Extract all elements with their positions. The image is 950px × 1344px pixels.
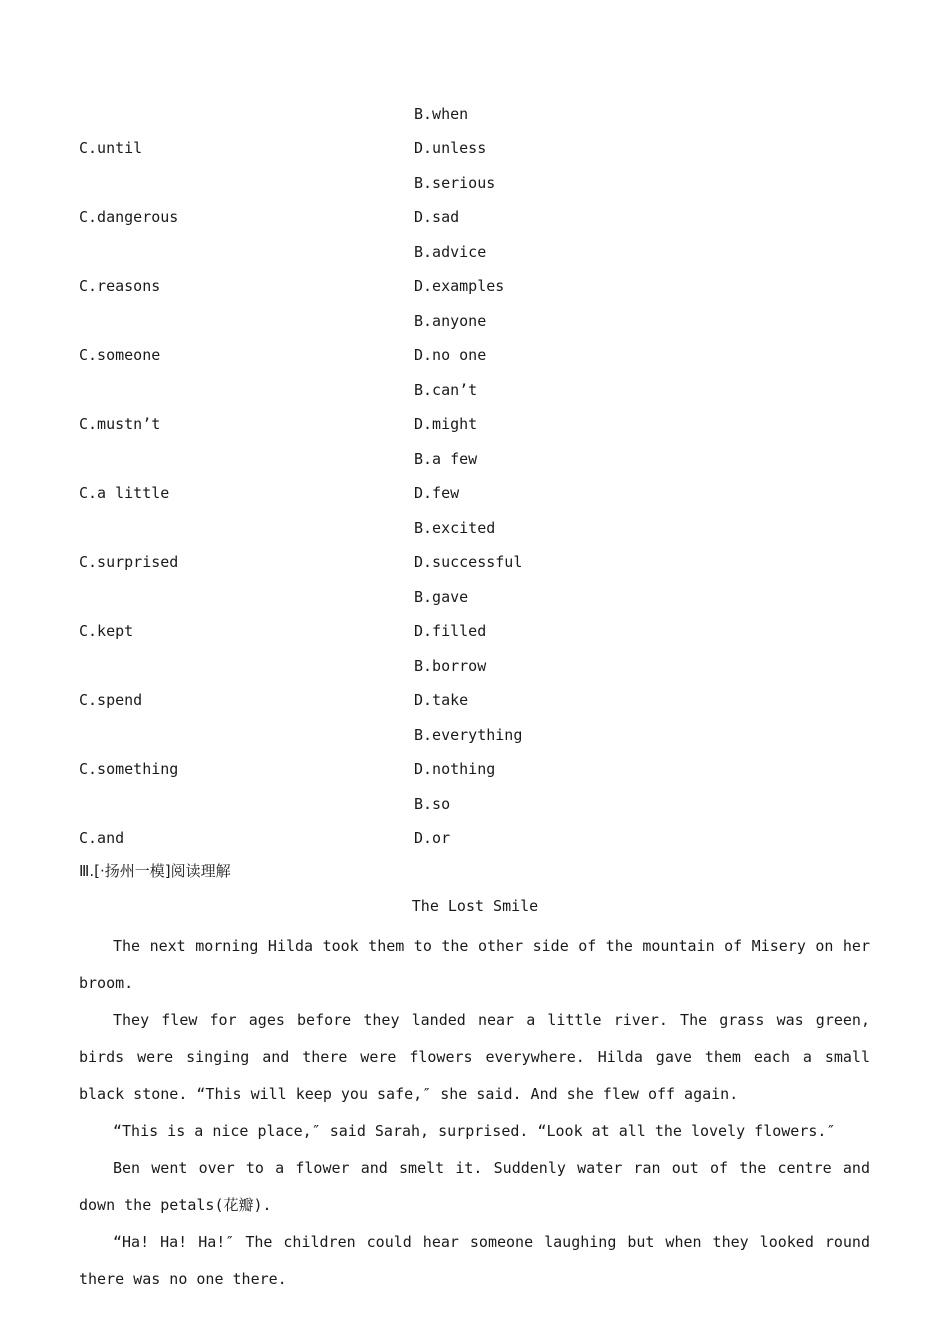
option-row-cd	[0, 689, 950, 711]
option-b: B.when	[414, 105, 469, 123]
option-b: B.so	[414, 795, 451, 813]
option-b: B.borrow	[414, 657, 487, 675]
option-row-b	[0, 103, 950, 125]
option-c: C.mustn’t	[79, 415, 161, 433]
option-row-cd	[0, 206, 950, 228]
option-row-b	[0, 517, 950, 539]
option-row-b	[0, 172, 950, 194]
option-b: B.serious	[414, 174, 496, 192]
option-b: B.can’t	[414, 381, 478, 399]
option-row-b	[0, 310, 950, 332]
option-c: C.surprised	[79, 553, 179, 571]
option-row-b	[0, 793, 950, 815]
option-d: D.few	[414, 484, 460, 502]
option-row-cd	[0, 827, 950, 849]
option-b: B.anyone	[414, 312, 487, 330]
option-row-cd	[0, 758, 950, 780]
option-c: C.dangerous	[79, 208, 179, 226]
option-d: D.no one	[414, 346, 487, 364]
option-row-cd	[0, 482, 950, 504]
option-b: B.gave	[414, 588, 469, 606]
option-row-cd	[0, 275, 950, 297]
option-row-b	[0, 241, 950, 263]
option-d: D.examples	[414, 277, 505, 295]
option-d: D.might	[414, 415, 478, 433]
option-row-cd	[0, 620, 950, 642]
option-d: D.sad	[414, 208, 460, 226]
story-paragraph: “This is a nice place,″ said Sarah, surprised. “Look at all the lovely flowers.″	[113, 1122, 836, 1140]
story-paragraph: “Ha! Ha! Ha!″ The children could hear someone laughing but when they looked round there was no one there.	[79, 1233, 870, 1288]
option-d: D.unless	[414, 139, 487, 157]
option-row-b	[0, 448, 950, 470]
option-row-cd	[0, 413, 950, 435]
option-d: D.nothing	[414, 760, 496, 778]
option-c: C.a little	[79, 484, 170, 502]
story-body	[79, 928, 870, 1298]
story-title: The Lost Smile	[411, 897, 539, 915]
story-paragraph: The next morning Hilda took them to the other side of the mountain of Misery on her broom.	[79, 937, 870, 992]
option-row-cd	[0, 344, 950, 366]
option-row-b	[0, 586, 950, 608]
option-d: D.successful	[414, 553, 523, 571]
option-c: C.and	[79, 829, 125, 847]
option-row-b	[0, 724, 950, 746]
option-row-b	[0, 655, 950, 677]
option-row-b	[0, 379, 950, 401]
option-d: D.or	[414, 829, 451, 847]
option-c: C.kept	[79, 622, 134, 640]
story-paragraph: Ben went over to a flower and smelt it. Suddenly water ran out of the centre and down the petals(花瓣).	[79, 1159, 870, 1214]
option-row-cd	[0, 551, 950, 573]
option-b: B.a few	[414, 450, 478, 468]
option-b: B.everything	[414, 726, 523, 744]
option-c: C.something	[79, 760, 179, 778]
story-paragraph: They flew for ages before they landed near a little river. The grass was green, birds were singing and there were flowers everywhere. Hilda gave them each a small black stone. “This will keep you safe,″ she said. And she flew off again.	[79, 1011, 870, 1103]
option-c: C.someone	[79, 346, 161, 364]
option-b: B.advice	[414, 243, 487, 261]
option-c: C.reasons	[79, 277, 161, 295]
option-row-cd	[0, 137, 950, 159]
option-c: C.until	[79, 139, 143, 157]
option-c: C.spend	[79, 691, 143, 709]
option-d: D.filled	[414, 622, 487, 640]
option-d: D.take	[414, 691, 469, 709]
section-heading: Ⅲ.[·扬州一模]阅读理解	[79, 862, 231, 880]
option-b: B.excited	[414, 519, 496, 537]
